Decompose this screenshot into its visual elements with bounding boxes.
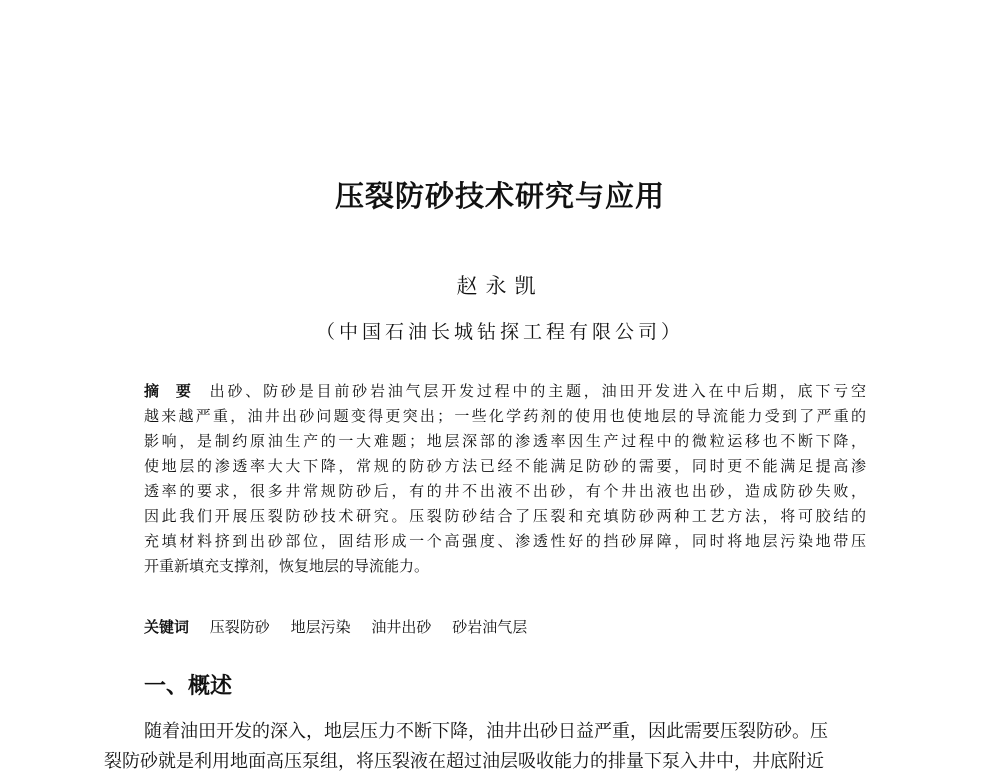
paper-title: 压裂防砂技术研究与应用: [334, 179, 665, 213]
abstract-line: [144, 379, 866, 404]
abstract-line: 影响，是制约原油生产的一大难题；地层深部的渗透率因生产过程中的微粒运移也不断下降，: [144, 432, 866, 450]
abstract-label: 摘要: [144, 382, 208, 400]
abstract-line: 透率的要求，很多井常规防砂后，有的井不出液不出砂，有个井出液也出砂，造成防砂失败，: [144, 482, 866, 500]
keyword-item: 砂岩油气层: [452, 618, 528, 636]
section-body: [104, 717, 904, 777]
abstract-line-text: 出砂、防砂是目前砂岩油气层开发过程中的主题，油田开发进入在中后期，底下亏空: [209, 382, 866, 400]
keywords-label: 关键词: [144, 618, 190, 636]
abstract: [144, 379, 866, 579]
section-heading: 一、概述: [144, 674, 233, 699]
keywords: [144, 616, 866, 638]
abstract-line: 使地层的渗透率大大下降，常规的防砂方法已经不能满足防砂的需要，同时更不能满足提高渗: [144, 457, 866, 475]
keyword-item: 油井出砂: [371, 618, 432, 636]
abstract-line: 越来越严重，油井出砂问题变得更突出；一些化学药剂的使用也使地层的导流能力受到了严重的: [144, 407, 866, 425]
keyword-item: 地层污染: [290, 618, 351, 636]
abstract-line: 因此我们开展压裂防砂技术研究。压裂防砂结合了压裂和充填防砂两种工艺方法，将可胶结的: [144, 507, 866, 525]
paper-author: 赵永凯: [456, 274, 544, 298]
body-line: 裂防砂就是利用地面高压泵组，将压裂液在超过油层吸收能力的排量下泵入井中，井底附近: [104, 751, 824, 772]
body-line: 随着油田开发的深入，地层压力不断下降，油井出砂日益严重，因此需要压裂防砂。压: [144, 721, 828, 742]
keyword-item: 压裂防砂: [209, 618, 270, 636]
abstract-line: 充填材料挤到出砂部位，固结形成一个高强度、渗透性好的挡砂屏障，同时将地层污染地带压: [144, 532, 866, 550]
abstract-line: 开重新填充支撑剂，恢复地层的导流能力。: [144, 557, 430, 575]
author-affiliation: （中国石油长城钻探工程有限公司）: [315, 321, 684, 343]
